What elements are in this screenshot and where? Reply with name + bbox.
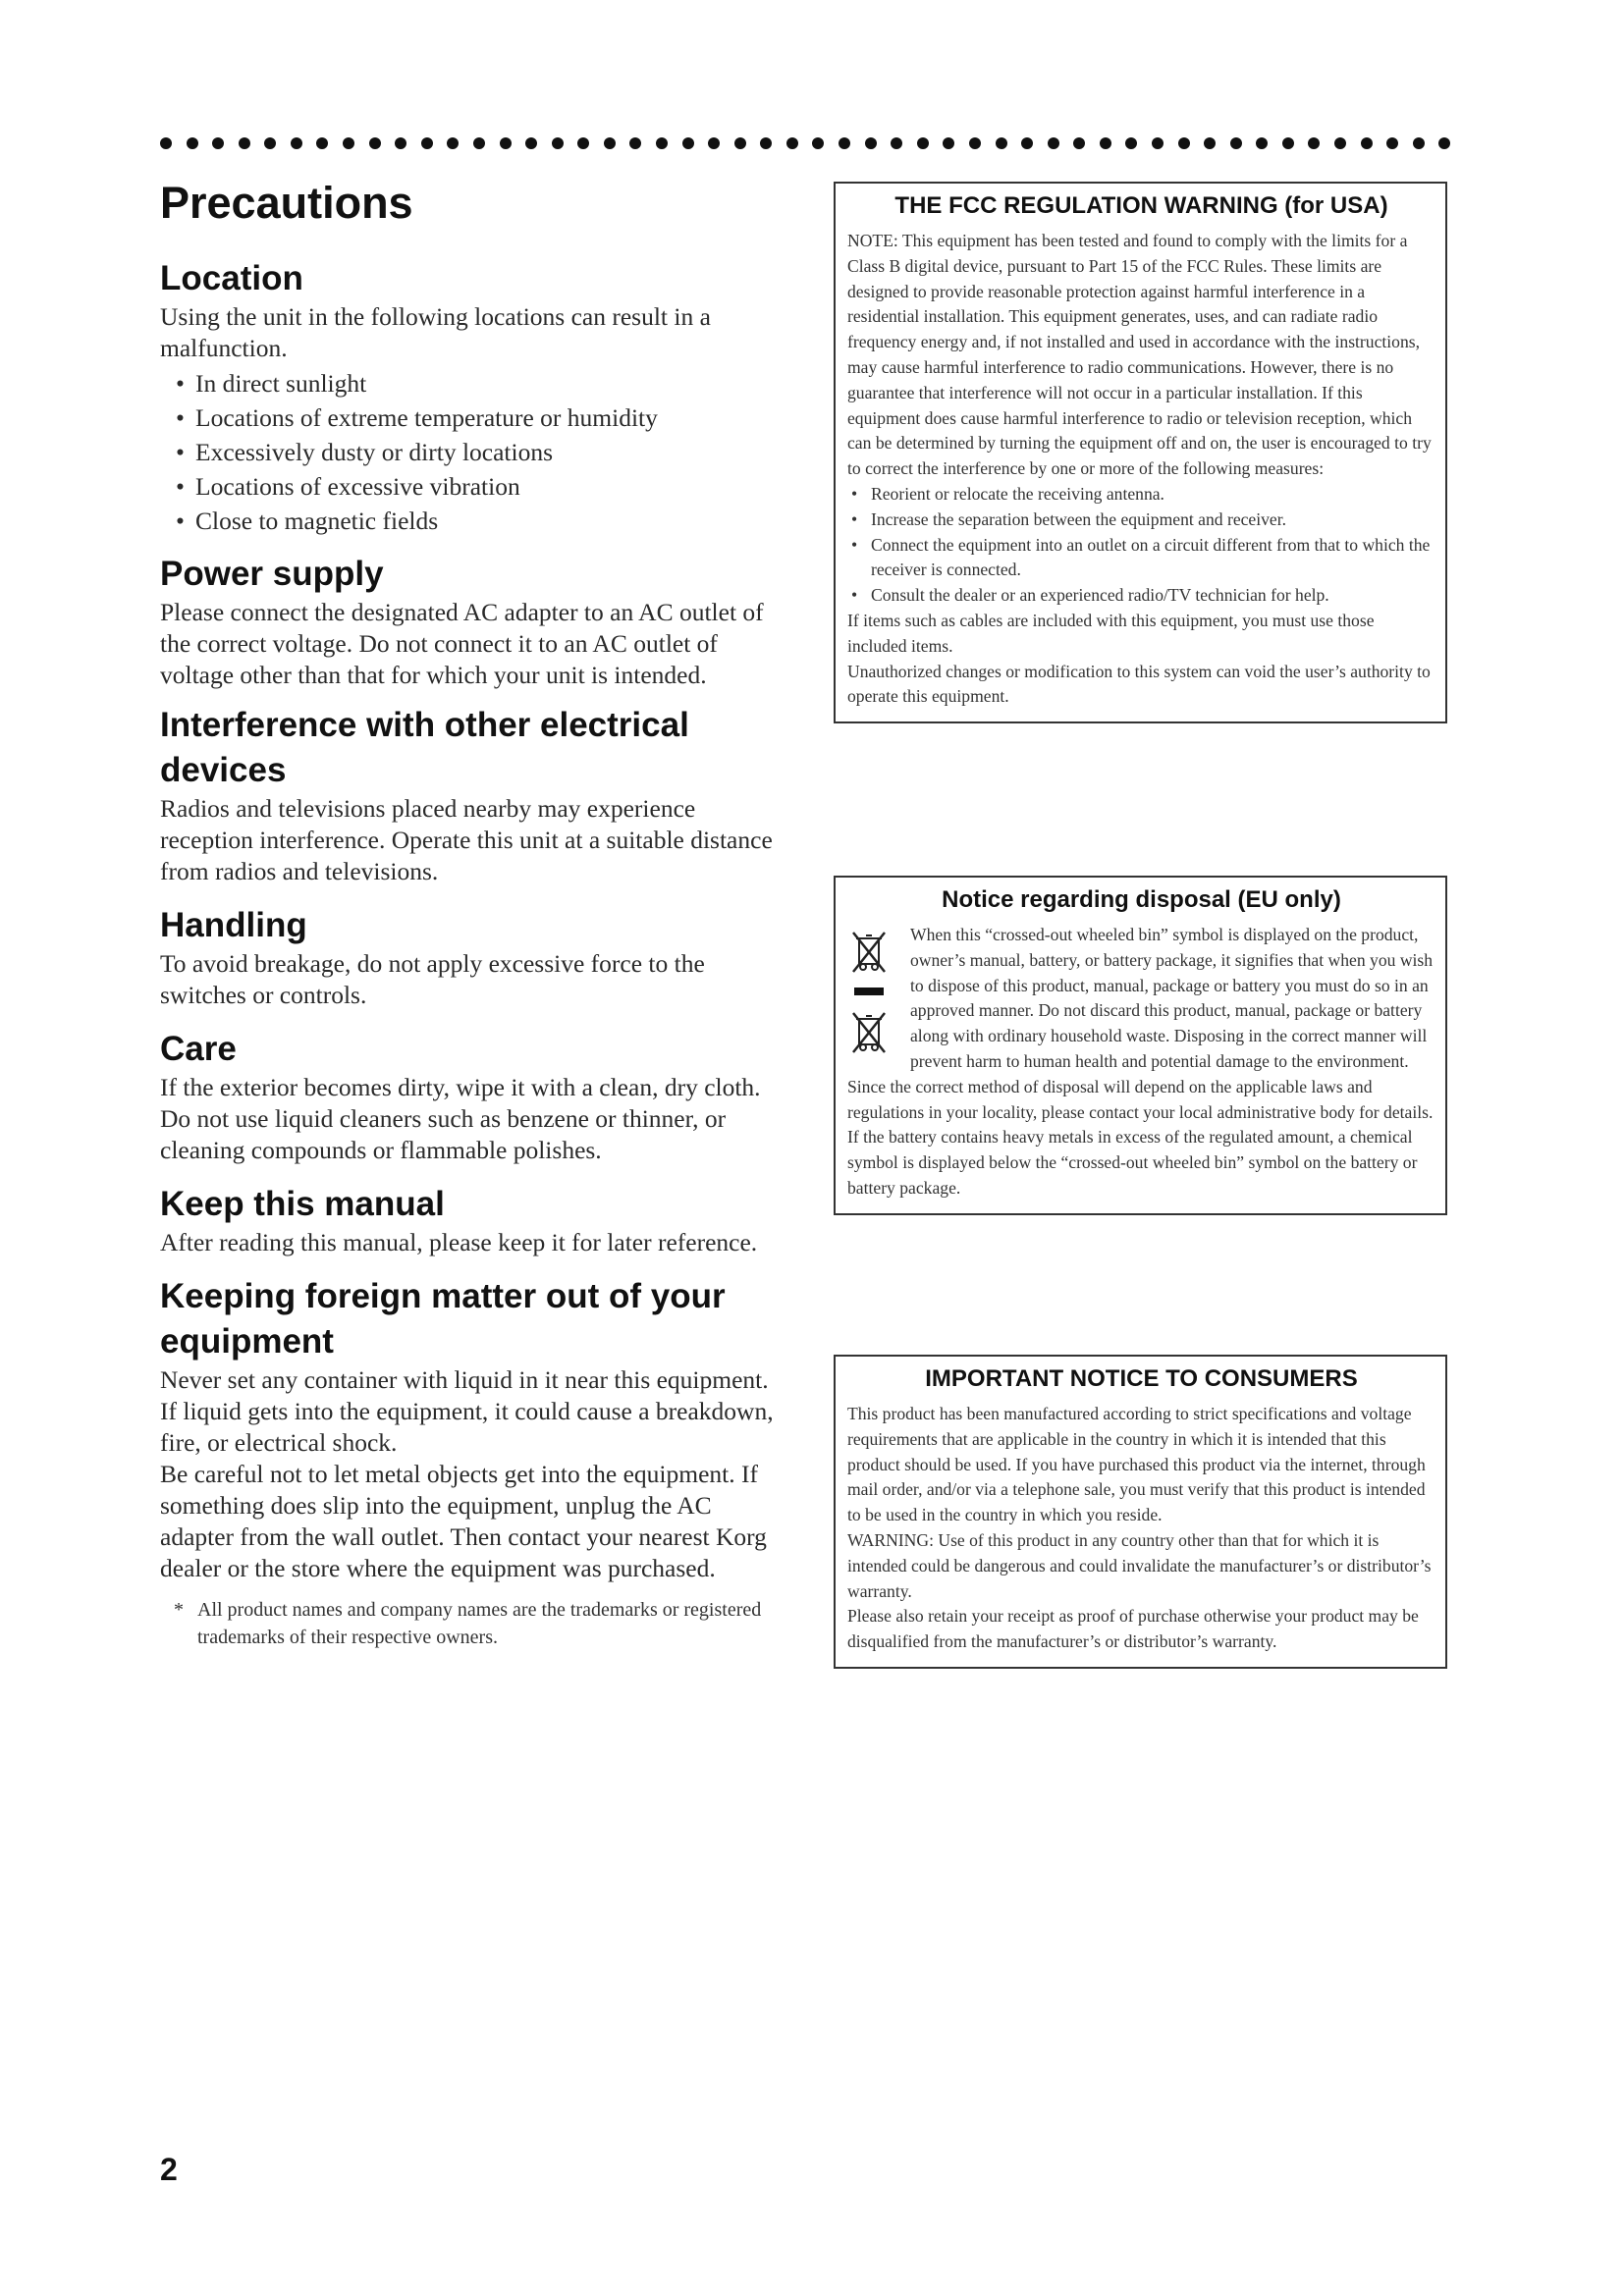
rule-dot — [996, 137, 1007, 149]
consumer-notice-text-3: Please also retain your receipt as proof of purchase otherwise your product may be disqualified from the manufacturer’s or distributor’s warranty. — [847, 1606, 1419, 1652]
rule-dot — [812, 137, 824, 149]
rule-dot — [1308, 137, 1320, 149]
rule-dot — [1438, 137, 1450, 149]
rule-dot — [369, 137, 381, 149]
rule-dot — [1073, 137, 1085, 149]
rule-dot — [1125, 137, 1137, 149]
rule-dot — [525, 137, 537, 149]
consumer-notice-text-1: This product has been manufactured according to strict specifications and voltage requirements that are applicable in the country in which it is intended that this product should be used. If you have purchased this product via the internet, through mail order, and/or via a telephone sale, you must verify that this product is intended to be used in the country in which you reside. — [847, 1404, 1426, 1525]
handling-text: To avoid breakage, do not apply excessive force to the switches or controls. — [160, 949, 705, 1009]
rule-dot — [421, 137, 433, 149]
rule-dot — [969, 137, 981, 149]
foreign-matter-text-1: Never set any container with liquid in it near this equipment. If liquid gets into the equipment, it could cause a breakdown, fire, or electrical shock. — [160, 1365, 774, 1457]
precautions-column — [160, 172, 788, 1651]
list-item: • Connect the equipment into an outlet on a circuit different from that to which the receiver is connected. — [847, 533, 1435, 584]
trademark-footnote — [160, 1596, 788, 1651]
fcc-unauthorized-text: Unauthorized changes or modification to this system can void the user’s authority to operate this equipment. — [847, 661, 1431, 707]
location-list — [160, 366, 788, 538]
fcc-title: THE FCC REGULATION WARNING (for USA) — [894, 192, 1388, 219]
list-item: • Locations of extreme temperature or humidity — [176, 400, 788, 435]
fcc-note: NOTE: This equipment has been tested and found to comply with the limits for a Class B digital device, pursuant to Part 15 of the FCC Rules. These limits are designed to provide reasonable protection against harmful interference in a residential installation. This equipment generates, uses, and can radiate radio frequency energy and, if not installed and used in accordance with the instructions, may cause harmful interference to radio communications. However, there is no guarantee that interference will not occur in a particular installation. If this equipment does cause harmful interference to radio or television reception, which can be determined by turning the equipment off and on, the user is encouraged to try to correct the interference by one or more of the following measures: — [847, 231, 1432, 479]
rule-dot — [708, 137, 720, 149]
rule-dot — [1256, 137, 1268, 149]
rule-dot — [212, 137, 224, 149]
care-heading: Care — [160, 1030, 237, 1068]
eu-disposal-title: Notice regarding disposal (EU only) — [942, 886, 1341, 913]
rule-dot — [917, 137, 929, 149]
interference-heading: Interference with other electrical devices — [160, 706, 689, 789]
rule-dot — [1152, 137, 1164, 149]
power-supply-text: Please connect the designated AC adapter to an AC outlet of the correct voltage. Do not connect it to an AC outlet of voltage other than that for which your unit is intended. — [160, 598, 764, 689]
list-item: • Reorient or relocate the receiving antenna. — [847, 482, 1435, 507]
rule-dot — [239, 137, 250, 149]
rule-dot — [1178, 137, 1190, 149]
list-item: • Increase the separation between the equipment and receiver. — [847, 507, 1435, 533]
rule-dot — [786, 137, 798, 149]
weee-bar-icon — [854, 988, 884, 995]
keep-manual-text: After reading this manual, please keep it for later reference. — [160, 1228, 758, 1256]
rule-dot — [604, 137, 616, 149]
rule-dot — [264, 137, 276, 149]
page-number: 2 — [160, 2152, 178, 2187]
crossed-out-bin-icon — [849, 931, 889, 974]
fcc-warning-box — [834, 182, 1447, 723]
footnote-text: All product names and company names are the trademarks or registered trademarks of their respective owners. — [197, 1599, 762, 1648]
dotted-rule — [160, 134, 1451, 152]
list-item: • Locations of excessive vibration — [176, 469, 788, 504]
rule-dot — [395, 137, 406, 149]
rule-dot — [473, 137, 485, 149]
rule-dot — [447, 137, 459, 149]
rule-dot — [1100, 137, 1111, 149]
rule-dot — [1413, 137, 1425, 149]
footnote-marker: * — [174, 1599, 184, 1621]
rule-dot — [656, 137, 668, 149]
rule-dot — [839, 137, 850, 149]
foreign-matter-heading: Keeping foreign matter out of your equipment — [160, 1277, 726, 1361]
weee-symbols — [849, 931, 898, 1054]
rule-dot — [1048, 137, 1059, 149]
rule-dot — [1230, 137, 1242, 149]
page-title: Precautions — [160, 178, 413, 228]
handling-heading: Handling — [160, 906, 307, 944]
rule-dot — [316, 137, 328, 149]
list-item: • Close to magnetic fields — [176, 504, 788, 538]
rule-dot — [577, 137, 589, 149]
power-supply-heading: Power supply — [160, 555, 384, 593]
consumer-notice-box — [834, 1355, 1447, 1669]
rule-dot — [1386, 137, 1398, 149]
consumer-notice-title: IMPORTANT NOTICE TO CONSUMERS — [925, 1365, 1358, 1392]
eu-disposal-box — [834, 876, 1447, 1215]
rule-dot — [682, 137, 694, 149]
rule-dot — [943, 137, 954, 149]
rule-dot — [1334, 137, 1346, 149]
consumer-notice-text-2: WARNING: Use of this product in any country other than that for which it is intended could be dangerous and could invalidate the manufacturer’s or distributor’s warranty. — [847, 1529, 1432, 1601]
rule-dot — [291, 137, 302, 149]
rule-dot — [865, 137, 877, 149]
rule-dot — [891, 137, 902, 149]
location-heading: Location — [160, 259, 303, 297]
list-item: • In direct sunlight — [176, 366, 788, 400]
rule-dot — [734, 137, 746, 149]
rule-dot — [552, 137, 564, 149]
rule-dot — [629, 137, 641, 149]
crossed-out-battery-bin-icon — [849, 1011, 889, 1054]
keep-manual-heading: Keep this manual — [160, 1185, 445, 1223]
interference-text: Radios and televisions placed nearby may experience reception interference. Operate this unit at a suitable distance from radios and televisions. — [160, 794, 773, 885]
location-intro: Using the unit in the following locations can result in a malfunction. — [160, 302, 711, 362]
fcc-measures-list — [847, 482, 1435, 609]
rule-dot — [760, 137, 772, 149]
rule-dot — [1282, 137, 1294, 149]
list-item: • Excessively dusty or dirty locations — [176, 435, 788, 469]
rule-dot — [1204, 137, 1216, 149]
rule-dot — [500, 137, 512, 149]
foreign-matter-text-2: Be careful not to let metal objects get into the equipment. If something does slip into the equipment, unplug the AC adapter from the wall outlet. Then contact your nearest Korg dealer or the store where the equipment was purchased. — [160, 1460, 767, 1582]
list-item: • Consult the dealer or an experienced radio/TV technician for help. — [847, 583, 1435, 609]
rule-dot — [343, 137, 354, 149]
rule-dot — [1021, 137, 1033, 149]
rule-dot — [187, 137, 198, 149]
fcc-cables-text: If items such as cables are included with this equipment, you must use those included items. — [847, 610, 1375, 656]
care-text: If the exterior becomes dirty, wipe it with a clean, dry cloth. Do not use liquid cleaners such as benzene or thinner, or cleaning compounds or flammable polishes. — [160, 1073, 761, 1164]
rule-dot — [1361, 137, 1373, 149]
eu-disposal-text: When this “crossed-out wheeled bin” symbol is displayed on the product, owner’s manual, battery, or battery package, it signifies that when you wish to dispose of this product, manual, package or battery you must do so in an approved manner. Do not discard this product, manual, package or battery along with ordinary household waste. Disposing in the correct manner will prevent harm to human health and potential damage to the environment. Since the correct method of disposal will depend on the applicable laws and regulations in your locality, please contact your local administrative body for details. If the battery contains heavy metals in excess of the regulated amount, a chemical symbol is displayed below the “crossed-out wheeled bin” symbol on the battery or battery package. — [847, 925, 1434, 1198]
rule-dot — [160, 137, 172, 149]
